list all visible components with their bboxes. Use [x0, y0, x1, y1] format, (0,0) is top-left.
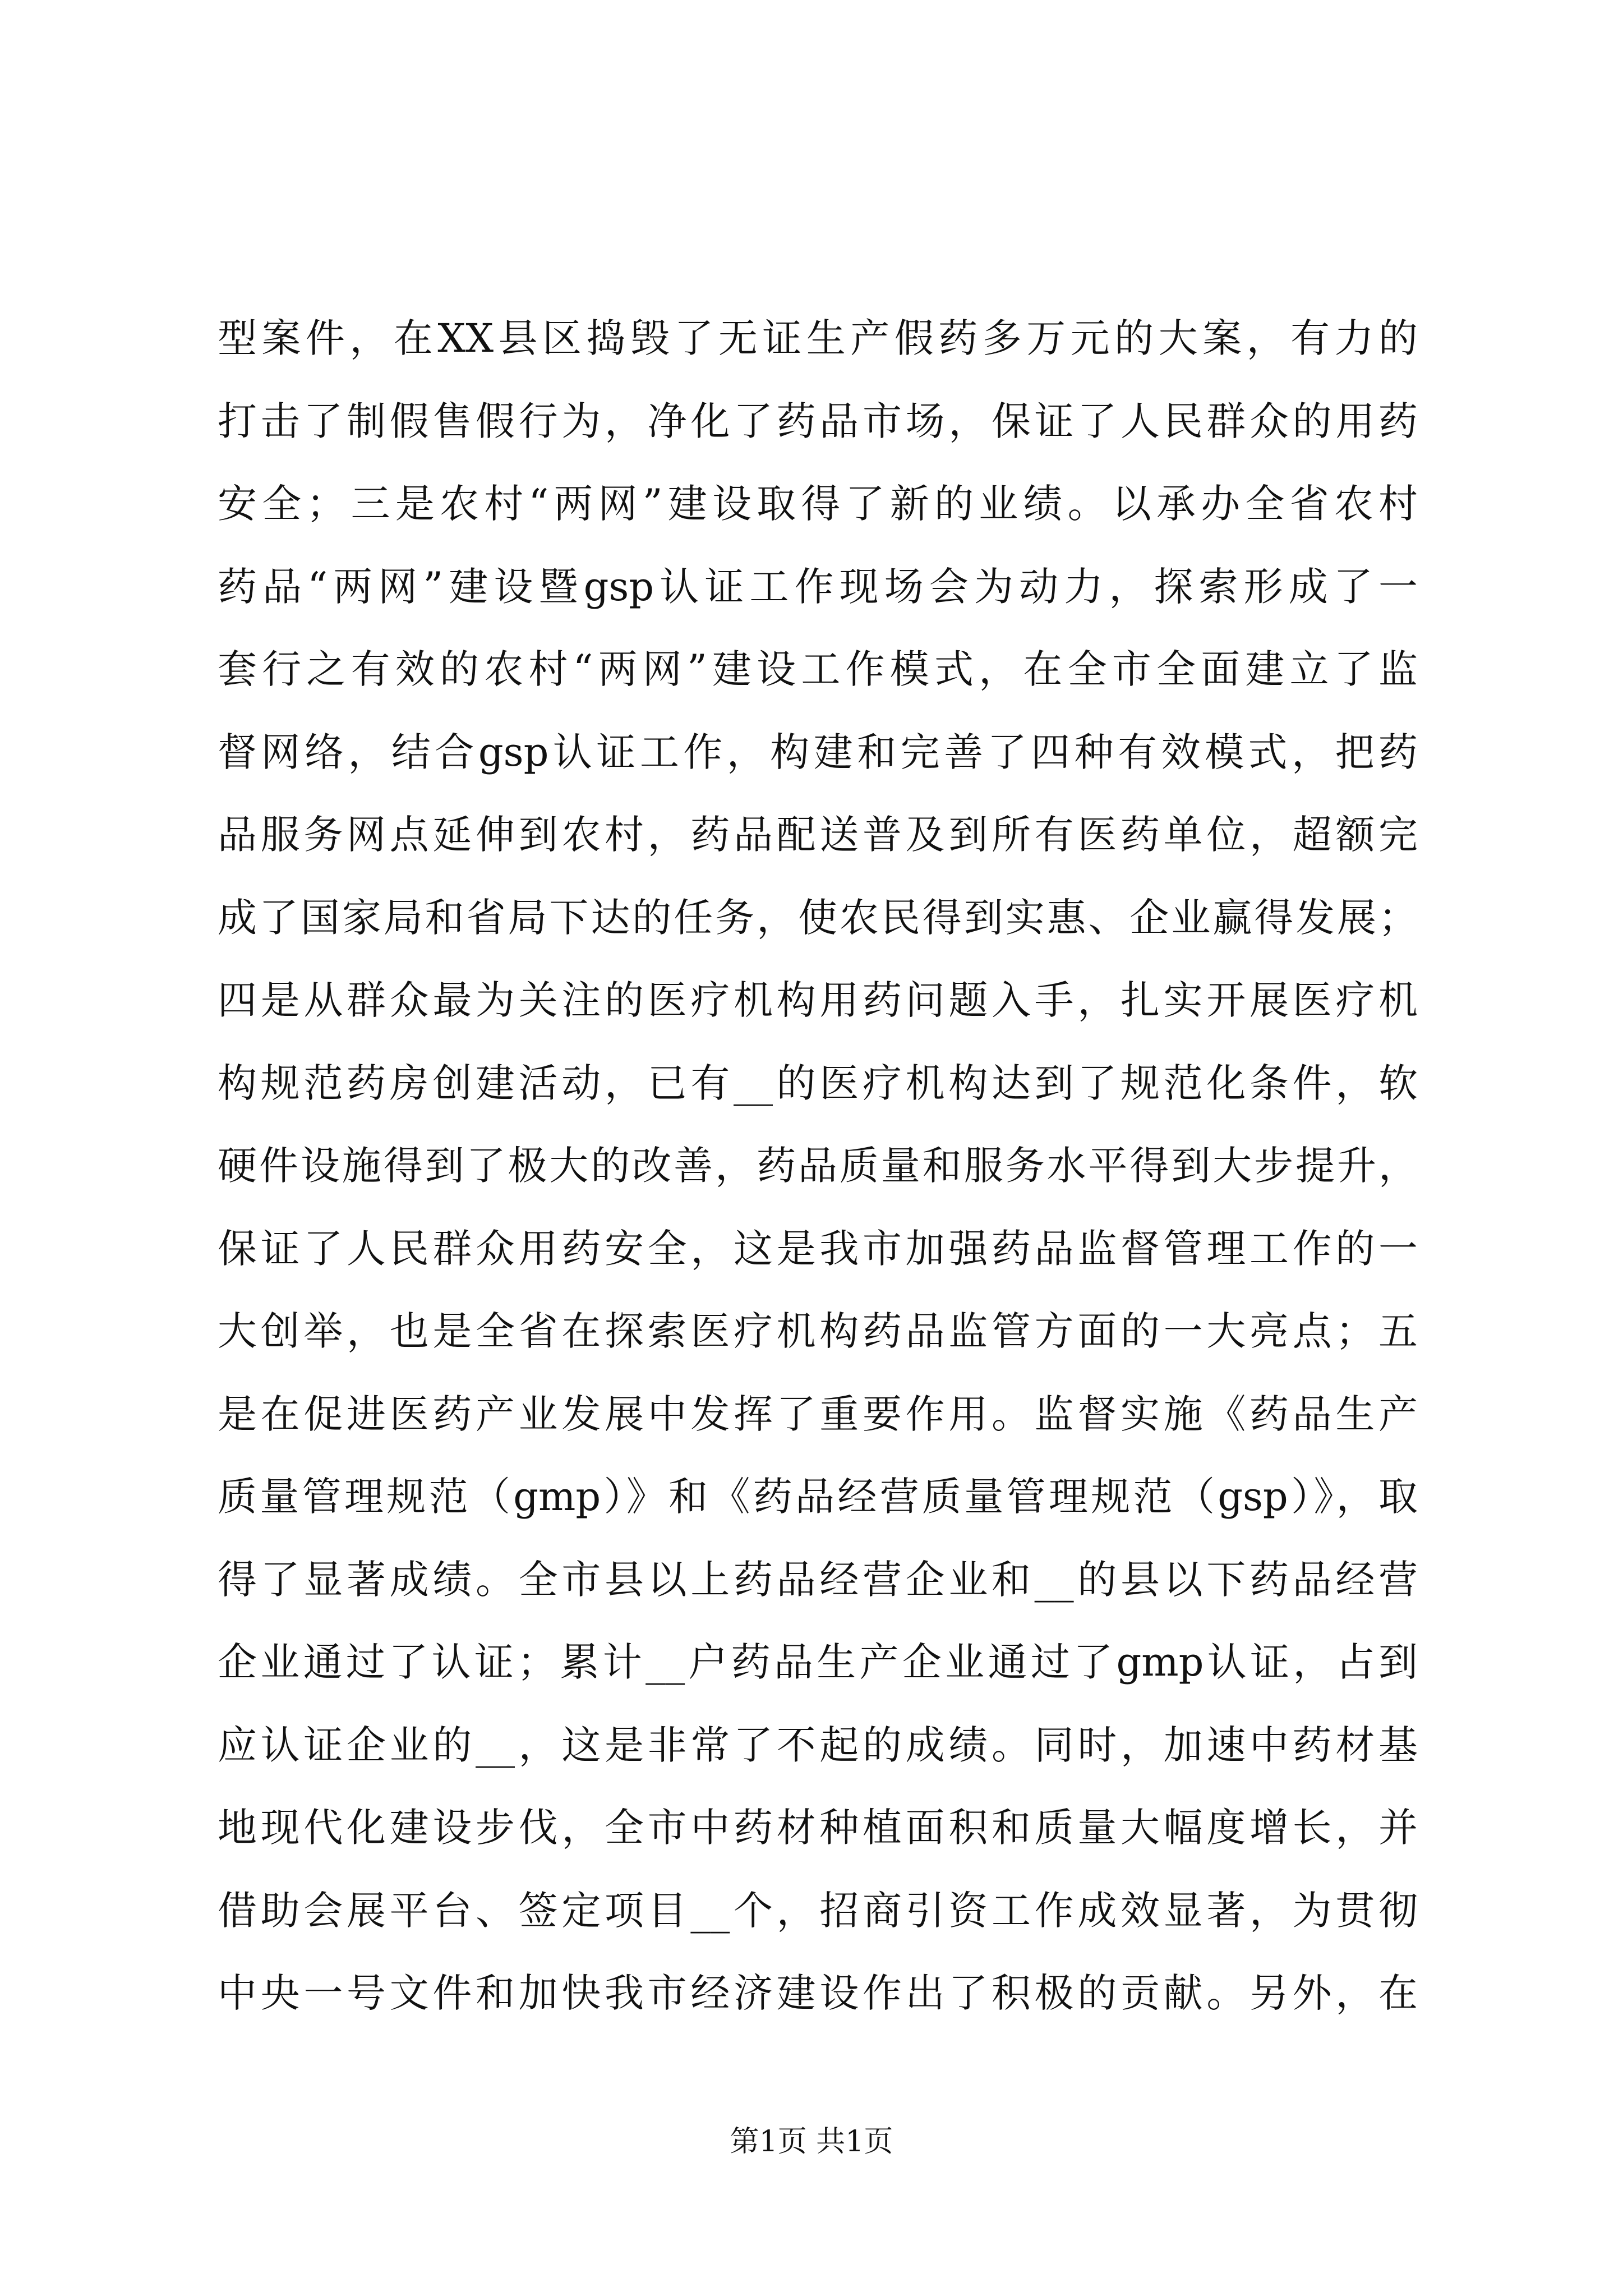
text-line-5: 套行之有效的农村“两网”建设工作模式，在全市全面建立了监	[218, 646, 1418, 692]
text-line-7: 品服务网点延伸到农村，药品配送普及到所有医药单位，超额完	[218, 812, 1418, 858]
text-line-1: 型案件，在XX县区捣毁了无证生产假药多万元的大案，有力的	[218, 315, 1418, 361]
text-line-8: 成了国家局和省局下达的任务，使农民得到实惠、企业赢得发展；	[218, 894, 1418, 941]
text-line-21: 中央一号文件和加快我市经济建设作出了积极的贡献。另外，在	[218, 1970, 1418, 2016]
text-line-9: 四是从群众最为关注的医疗机构用药问题入手，扎实开展医疗机	[218, 977, 1418, 1023]
text-line-11: 硬件设施得到了极大的改善，药品质量和服务水平得到大步提升，	[218, 1143, 1418, 1189]
text-line-4: 药品“两网”建设暨gsp认证工作现场会为动力，探索形成了一	[218, 563, 1418, 610]
text-line-14: 是在促进医药产业发展中发挥了重要作用。监督实施《药品生产	[218, 1391, 1418, 1437]
body-text	[218, 297, 1418, 2035]
text-line-12: 保证了人民群众用药安全，这是我市加强药品监督管理工作的一	[218, 1225, 1418, 1272]
text-line-19: 地现代化建设步伐，全市中药材种植面积和质量大幅度增长，并	[218, 1805, 1418, 1851]
page-footer	[0, 2118, 1623, 2160]
text-line-3: 安全；三是农村“两网”建设取得了新的业绩。以承办全省农村	[218, 481, 1418, 527]
text-line-6: 督网络，结合gsp认证工作，构建和完善了四种有效模式，把药	[218, 729, 1418, 775]
page-number-label: 第1页 共1页	[730, 2125, 893, 2159]
text-line-20: 借助会展平台、签定项目__个，招商引资工作成效显著，为贯彻	[218, 1887, 1418, 1934]
text-line-10: 构规范药房创建活动，已有__的医疗机构达到了规范化条件，软	[218, 1060, 1418, 1106]
text-line-17: 企业通过了认证；累计__户药品生产企业通过了gmp认证，占到	[218, 1639, 1418, 1685]
text-line-16: 得了显著成绩。全市县以上药品经营企业和__的县以下药品经营	[218, 1556, 1418, 1603]
text-line-18: 应认证企业的__，这是非常了不起的成绩。同时，加速中药材基	[218, 1722, 1418, 1768]
text-line-15: 质量管理规范（gmp）》和《药品经营质量管理规范（gsp）》，取	[218, 1474, 1418, 1520]
text-line-2: 打击了制假售假行为，净化了药品市场，保证了人民群众的用药	[218, 398, 1418, 444]
text-line-13: 大创举，也是全省在探索医疗机构药品监管方面的一大亮点；五	[218, 1308, 1418, 1354]
